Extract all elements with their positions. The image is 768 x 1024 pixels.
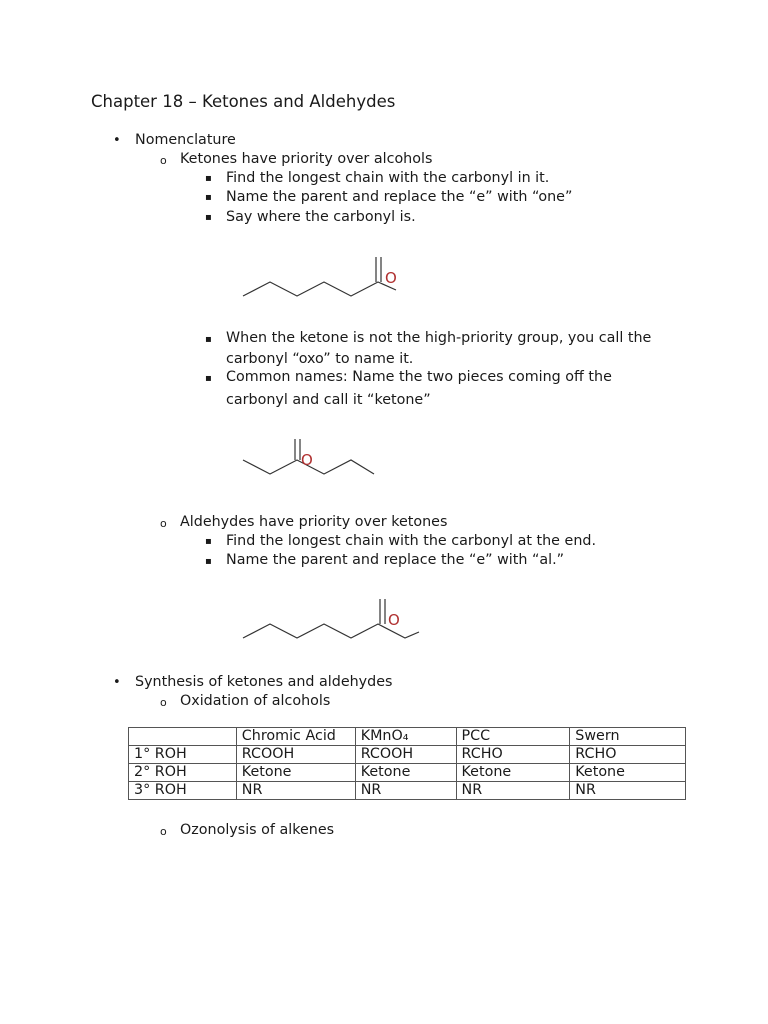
bullet-l2: o xyxy=(160,696,167,709)
ketone-skeletal-structure-2 xyxy=(236,432,386,482)
bullet-l3: ▪ xyxy=(205,536,212,547)
table-cell: NR xyxy=(236,782,355,800)
subheading-oxidation: Oxidation of alcohols xyxy=(180,693,331,709)
section-heading-synthesis: Synthesis of ketones and aldehydes xyxy=(135,674,393,690)
table-cell: RCOOH xyxy=(355,746,456,764)
table-cell: Ketone xyxy=(236,764,355,782)
table-cell: NR xyxy=(355,782,456,800)
subheading-ketones: Ketones have priority over alcohols xyxy=(180,151,433,167)
bullet-l3: ▪ xyxy=(205,192,212,203)
section-heading-nomenclature: Nomenclature xyxy=(135,132,236,148)
table-cell: RCHO xyxy=(570,746,686,764)
table-cell: Ketone xyxy=(456,764,570,782)
aldehyde-rule-1: Find the longest chain with the carbonyl at the end. xyxy=(226,533,596,549)
table-cell: NR xyxy=(570,782,686,800)
page-title: Chapter 18 – Ketones and Aldehydes xyxy=(91,92,396,111)
table-header-cell xyxy=(129,728,237,746)
table-cell: Ketone xyxy=(355,764,456,782)
oxygen-atom-label: O xyxy=(301,451,313,469)
aldehyde-skeletal-structure xyxy=(236,592,426,647)
common-names-line-1: Common names: Name the two pieces coming off the xyxy=(226,369,612,385)
table-header-cell: Chromic Acid xyxy=(236,728,355,746)
ketone-rule-1: Find the longest chain with the carbonyl in it. xyxy=(226,170,550,186)
table-cell: NR xyxy=(456,782,570,800)
table-cell: 3° ROH xyxy=(129,782,237,800)
ketone-rule-2: Name the parent and replace the “e” with “one” xyxy=(226,189,573,205)
bullet-l2: o xyxy=(160,825,167,838)
bullet-l2: o xyxy=(160,154,167,167)
bullet-l3: ▪ xyxy=(205,373,212,384)
bullet-l1: • xyxy=(113,675,121,690)
bullet-l3: ▪ xyxy=(205,212,212,223)
table-cell: Ketone xyxy=(570,764,686,782)
table-row xyxy=(129,782,686,800)
table-cell: RCOOH xyxy=(236,746,355,764)
aldehyde-rule-2: Name the parent and replace the “e” with “al.” xyxy=(226,552,565,568)
common-names-line-2: carbonyl and call it “ketone” xyxy=(226,392,431,408)
ketone-rule-3: Say where the carbonyl is. xyxy=(226,209,416,225)
oxo-rule-line-1: When the ketone is not the high-priority group, you call the xyxy=(226,330,652,346)
bullet-l3: ▪ xyxy=(205,334,212,345)
carbon-chain-bonds xyxy=(243,282,396,296)
oxygen-atom-label: O xyxy=(385,269,397,287)
ketone-skeletal-structure-1 xyxy=(236,250,406,305)
table-row xyxy=(129,746,686,764)
table-cell: 2° ROH xyxy=(129,764,237,782)
oxygen-atom-label: O xyxy=(388,611,400,629)
subheading-aldehydes: Aldehydes have priority over ketones xyxy=(180,514,448,530)
oxo-rule-line-2: carbonyl “oxo” to name it. xyxy=(226,351,414,367)
bullet-l2: o xyxy=(160,517,167,530)
bullet-l1: • xyxy=(113,133,121,148)
oxidation-table xyxy=(128,727,686,800)
bullet-l3: ▪ xyxy=(205,173,212,184)
table-header-cell: KMnO₄ xyxy=(355,728,456,746)
table-header-row xyxy=(129,728,686,746)
table-row xyxy=(129,764,686,782)
table-header-cell: Swern xyxy=(570,728,686,746)
subheading-ozonolysis: Ozonolysis of alkenes xyxy=(180,822,335,838)
table-cell: 1° ROH xyxy=(129,746,237,764)
table-cell: RCHO xyxy=(456,746,570,764)
bullet-l3: ▪ xyxy=(205,556,212,567)
table-header-cell: PCC xyxy=(456,728,570,746)
